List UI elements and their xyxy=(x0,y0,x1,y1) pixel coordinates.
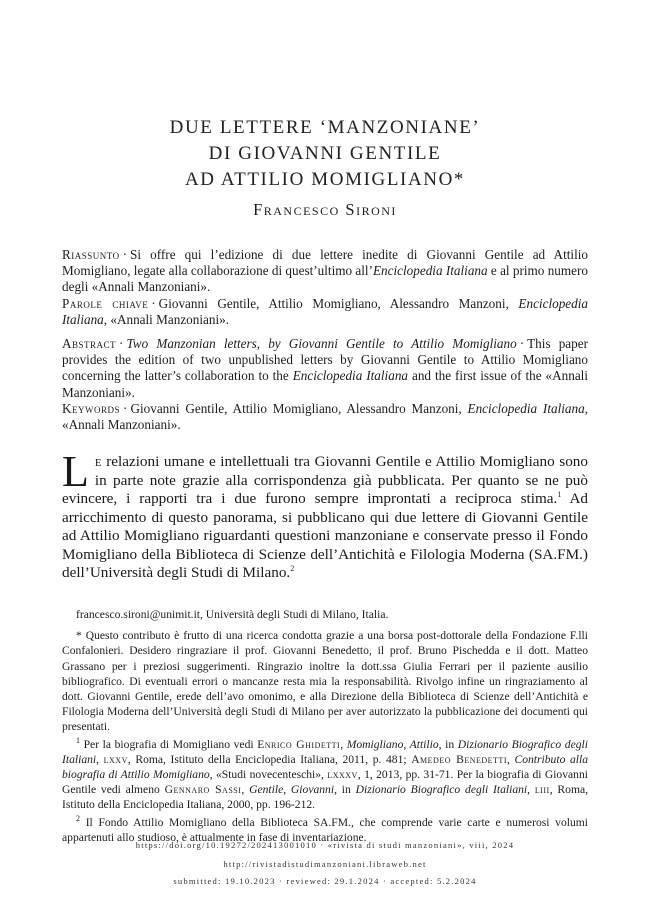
abstract-text-b: and the first issue of the «Annali Manzoniani». xyxy=(62,368,589,400)
fn1-text: , xyxy=(527,783,535,797)
parole-chiave-separator: · xyxy=(151,296,156,311)
keywords-text-a: Giovanni Gentile, Attilio Momigliano, Alessandro Manzoni, xyxy=(130,401,468,416)
keywords-text-italic: Enciclopedia Italiana xyxy=(467,401,585,416)
author-name: Francesco Sironi xyxy=(253,200,397,219)
fn1-text: , in xyxy=(334,783,356,797)
abstract-separator-2: · xyxy=(519,336,525,351)
riassunto-separator: · xyxy=(122,247,128,262)
fn1-author-1: Enrico Ghidetti xyxy=(257,737,341,751)
drop-cap: L xyxy=(62,447,89,496)
fn1-text: , «Studi novecenteschi», xyxy=(209,768,328,782)
abstract-block xyxy=(62,336,588,401)
fn1-text: , in xyxy=(438,737,458,751)
riassunto-text-b: e al primo numero degli «Annali Manzoniani». xyxy=(62,263,588,295)
parole-chiave-block xyxy=(62,296,588,328)
first-word-rest: e xyxy=(94,453,102,470)
fn1-text: , xyxy=(96,752,104,766)
footer-dates: submitted: 19.10.2023 · reviewed: 29.1.2024 · accepted: 5.2.2024 xyxy=(173,876,477,886)
footer-doi-line[interactable]: https://doi.org/10.19272/202413001010 · «rivista di studi manzoniani», viii, 2024 xyxy=(135,840,515,850)
fn2-text: Il Fondo Attilio Momigliano della Biblioteca SA.FM., che comprende varie carte e numerosi volumi appartenuti allo studioso, è attualmente in fase di inventariazione. xyxy=(62,815,588,844)
article-title xyxy=(0,115,650,193)
fn1-text: , 1, 2013, pp. 31-71. Per la biografia di Giovanni Gentile vedi almeno xyxy=(62,768,588,797)
footnotes xyxy=(62,607,588,847)
abstract-text-a: This paper provides the edition of two unpublished letters by Giovanni Gentile to Attilio Momigliano concerning the latter’s collaboration to the xyxy=(62,336,588,384)
parole-chiave-text-italic: Enciclopedia Italiana xyxy=(62,296,588,328)
parole-chiave-text-b: , «Annali Manzoniani». xyxy=(103,312,230,328)
fn1-text: , xyxy=(340,737,347,751)
footnote-2-number: 2 xyxy=(76,813,80,823)
author-contact: francesco.sironi@unimit.it, Università degli Studi di Milano, Italia. xyxy=(76,608,389,621)
fn1-italic-5: Dizionario Biografico degli Italiani xyxy=(355,783,528,797)
body-text-b: Ad arricchimento di questo panorama, si pubblicano qui due lettere di Giovanni Gentile ad Attilio Momigliano riguardanti questioni manzoniane e conservate presso il Fondo Momigliano della Biblioteca di Scienze dell’Antichità e Filologia Moderna (SA.FM.) dell’Università degli Studi di Milano. xyxy=(62,490,589,581)
title-line-3: AD ATTILIO MOMIGLIANO* xyxy=(184,169,466,190)
title-line-1: DUE LETTERE ‘MANZONIANE’ xyxy=(169,117,481,138)
fn1-volume-2: lxxxv xyxy=(327,768,358,782)
body-text-a: relazioni umane e intellettuali tra Giovanni Gentile e Attilio Momigliano sono in parte note grazie alla corrispondenza già pubblicata. Per quanto se ne può evincere, i rapporti tra i due furono sempre improntati a reciproca stima. xyxy=(62,453,588,507)
riassunto-text-italic: Enciclopedia Italiana xyxy=(372,263,488,279)
fn1-text: , xyxy=(241,783,250,797)
riassunto-label: Riassunto xyxy=(62,247,120,262)
parole-chiave-text-a: Giovanni Gentile, Attilio Momigliano, Alessandro Manzoni, xyxy=(158,296,519,311)
abstract-title-italic: Two Manzonian letters, by Giovanni Gentile to Attilio Momigliano xyxy=(126,336,517,351)
keywords-text-b: , «Annali Manzoniani». xyxy=(62,401,588,433)
footnote-1 xyxy=(62,737,588,813)
fn1-italic-3: Contributo alla biografia di Attilio Momigliano xyxy=(62,752,589,782)
riassunto-text-a: Si offre qui l’edizione di due lettere inedite di Giovanni Gentile ad Attilio Momigliano, legate alla collaborazione di quest’ultimo all’ xyxy=(62,247,588,279)
riassunto-block xyxy=(62,247,588,296)
fn1-volume-1: lxxv xyxy=(103,752,128,766)
abstract-text-italic: Enciclopedia Italiana xyxy=(292,368,409,384)
fn1-italic-2: Dizionario Biografico degli Italiani xyxy=(62,737,588,766)
star-note: * Questo contributo è frutto di una ricerca condotta grazie a una borsa post-dottorale della Fondazione F.lli Confalonieri. Desidero ringraziare il prof. Giovanni Benedetto, il prof. Bruno Pischedda e il dott. Matteo Grassano per i preziosi suggerimenti. Ringrazio inoltre la dott.ssa Giulia Ferrari per il paziente ausilio bibliografico. Di eventuali errori o mancanze resta mia la responsabilità. Rivolgo infine un ringraziamento al dott. Giovanni Gentile, erede dell’avo omonimo, e alla Direzione della Biblioteca di Scienze dell’Antichità e Filologia Moderna dell’Università degli Studi di Milano per aver autorizzato la pubblicazione dei documenti qui presentati. xyxy=(62,629,588,734)
keywords-block xyxy=(62,401,588,433)
fn1-text: Per la biografia di Momigliano vedi xyxy=(83,737,258,751)
fn1-volume-3: liii xyxy=(534,783,550,797)
fn1-italic-4: Gentile, Giovanni xyxy=(249,783,335,797)
keywords-separator: · xyxy=(123,401,128,416)
abstract-separator: · xyxy=(119,336,124,351)
fn1-author-2: Amedeo Benedetti xyxy=(411,752,507,766)
fn1-italic-1: Momigliano, Attilio xyxy=(346,737,439,751)
footnote-1-number: 1 xyxy=(76,735,80,745)
keywords-label: Keywords xyxy=(62,401,121,416)
fn1-text: , Roma, Istituto della Enciclopedia Italiana, 2011, p. 481; xyxy=(127,752,412,766)
parole-chiave-label: Parole chiave xyxy=(62,296,149,311)
body-paragraph xyxy=(62,447,589,583)
footnote-ref-2[interactable]: 2 xyxy=(290,563,295,573)
footnote-ref-1[interactable]: 1 xyxy=(557,489,562,499)
fn1-text: , xyxy=(506,752,515,766)
abstract-label: Abstract xyxy=(62,336,117,351)
fn1-text: , Roma, Istituto della Enciclopedia Italiana, 2000, pp. 196-212. xyxy=(62,783,589,812)
footer-website-link[interactable]: http://rivistadistudimanzoniani.libraweb.net xyxy=(223,859,427,869)
title-line-2: DI GIOVANNI GENTILE xyxy=(208,143,442,164)
fn1-author-3: Gennaro Sassi xyxy=(164,783,242,797)
